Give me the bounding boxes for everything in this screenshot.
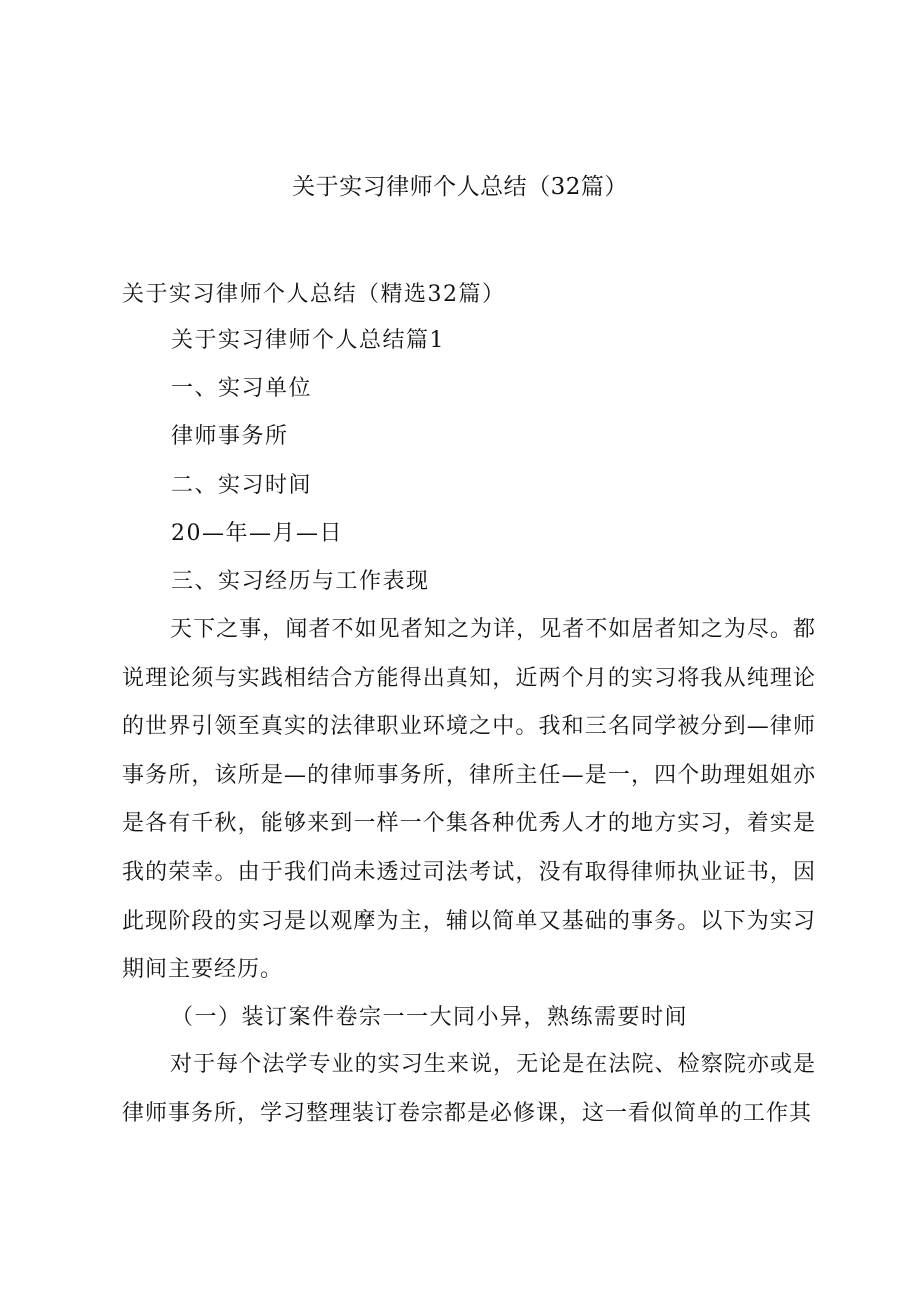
item-internship-unit-value: 律师事务所 [171, 424, 289, 449]
body-paragraph: 天下之事，闻者不如见者知之为详，见者不如居者知之为尽。都说理论须与实践相结合方能得出真知，近两个月的实习将我从纯理论的世界引领至真实的法律职业环境之中。我和三名同学被分到—律师事务所，该所是—的律师事务所，律所主任—是一，四个助理姐姐亦是各有千秋，能够来到一样一个集各种优秀人才的地方实习，着实是我的荣幸。由于我们尚未透过司法考试，没有取得律师执业证书，因此现阶段的实习是以观摩为主，辅以简单又基础的事务。以下为实习期间主要经历。 [122, 617, 816, 983]
subheading-binding-files: （一）装订案件卷宗一一大同小异，熟练需要时间 [171, 1005, 689, 1030]
item-internship-unit-heading: 一、实习单位 [171, 376, 313, 401]
body-paragraph: 对于每个法学专业的实习生来说，无论是在法院、检察院亦或是律师事务所，学习整理装订卷宗都是必修课，这一看似简单的工作其 [122, 1052, 816, 1126]
item-internship-time-heading: 二、实习时间 [171, 473, 313, 498]
document-subtitle: 关于实习律师个人总结（精选32篇） [122, 282, 506, 307]
item-experience-heading: 三、实习经历与工作表现 [171, 569, 430, 594]
item-internship-time-value: 20—年—月—日 [171, 521, 343, 546]
document-title: 关于实习律师个人总结（32篇） [292, 174, 628, 200]
section-heading: 关于实习律师个人总结篇1 [171, 328, 445, 353]
